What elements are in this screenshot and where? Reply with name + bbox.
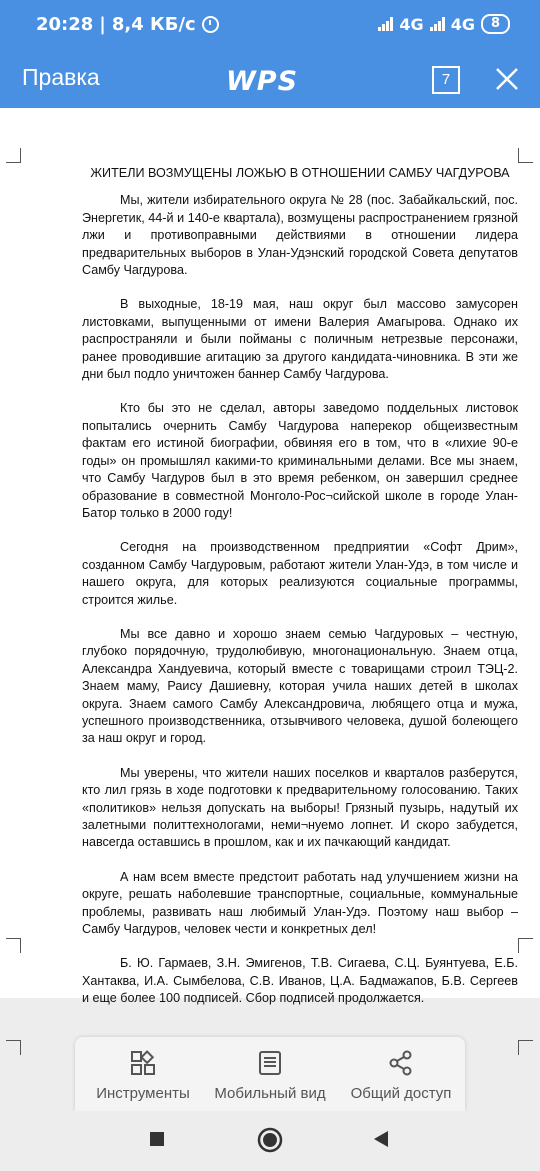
signal-icon — [378, 17, 393, 31]
paragraph: Мы все давно и хорошо знаем семью Чагдуровых – честную, глубоко порядочную, трудолюбивую, многонациональную. Знаем отца, Александра Хандуевича, который вместе с товарищами строил ТЭЦ-2. Знаем маму, Раису Дашиевну, которая учила наших детей в школах округа. Знаем самого Самбу Александровича, любящего отца и мужа, успешного производственника, отзывчивого человека, душой болеющего за наш округ и город. — [82, 626, 518, 746]
share-label: Общий доступ — [350, 1085, 452, 1102]
paragraph: Мы уверены, что жители наших поселков и кварталов разберутся, кто лил грязь в ходе подготовки к предварительному голосованию. Таких «политиков» нельзя допускать на выборы! Грязный пузырь, надутый их залетными политтехнологами, неми¬нуемо лопнет. И скоро забудется, навсегда оставшись в прошлом, как и их пачкающий кандидат. — [82, 765, 518, 850]
app-bar — [0, 52, 540, 108]
page-corner-mark — [518, 938, 533, 953]
status-divider: | — [99, 14, 106, 35]
document-title: ЖИТЕЛИ ВОЗМУЩЕНЫ ЛОЖЬЮ В ОТНОШЕНИИ САМБУ ЧАГДУРОВА — [90, 166, 510, 180]
tools-button[interactable] — [93, 1049, 193, 1102]
network-type-1: 4G — [399, 14, 424, 34]
page-corner-mark — [6, 148, 21, 163]
page-count-button[interactable]: 7 — [432, 66, 460, 94]
page-corner-mark — [6, 938, 21, 953]
battery-icon — [481, 14, 510, 34]
home-icon[interactable] — [257, 1127, 283, 1153]
mobile-view-icon — [256, 1049, 284, 1077]
page-corner-mark — [6, 1040, 21, 1055]
tools-icon — [129, 1049, 157, 1077]
status-bar — [0, 0, 540, 52]
paragraph: А нам всем вместе предстоит работать над улучшением жизни на округе, решать наболевшие транспортные, социальные, коммунальные проблемы, развивать наш любимый Улан-Удэ. Поэтому наш выбор – Самбу Чагдуров, человек чести и конкретных дел! — [82, 869, 518, 937]
mobile-view-label: Мобильный вид — [214, 1085, 326, 1102]
paragraph: Мы, жители избирательного округа № 28 (пос. Забайкальский, пос. Энергетик, 44-й и 140-е квартала), возмущены распространением грязной лжи и противоправными действиями в отношении лидера предварительных выборов в Улан-Удэнский городской Совета депутатов Самбу Чагдурова. — [82, 193, 518, 278]
edit-button[interactable]: Правка — [22, 64, 100, 90]
status-speed: 8,4 КБ/с — [111, 14, 196, 35]
recent-apps-icon[interactable] — [149, 1131, 165, 1147]
mobile-view-button[interactable] — [211, 1049, 329, 1102]
status-right — [378, 14, 510, 34]
share-button[interactable] — [347, 1049, 455, 1102]
status-time: 20:28 — [36, 14, 94, 35]
page-corner-mark — [518, 1040, 533, 1055]
network-type-2: 4G — [450, 14, 475, 34]
tools-label: Инструменты — [96, 1085, 190, 1102]
navigation-bar — [0, 1111, 540, 1171]
document-page[interactable] — [0, 108, 540, 1006]
battery-level: 8 — [490, 16, 500, 31]
status-left — [36, 14, 219, 35]
document-content — [82, 165, 518, 1025]
back-icon[interactable] — [372, 1130, 390, 1148]
wps-logo: WPS — [226, 66, 299, 97]
alarm-icon — [202, 16, 219, 33]
paragraph: Б. Ю. Гармаев, З.Н. Эмигенов, Т.В. Сигаева, С.Ц. Буянтуева, Е.Б. Хантаква, И.А. Сымбелова, С.В. Иванов, Ц.А. Бадмажапов, Б.В. Сергеев и еще более 100 подписей. Сбор подписей продолжается. — [82, 956, 518, 1006]
bottom-toolbar — [75, 1037, 465, 1111]
signal-icon-2 — [430, 17, 445, 31]
page-corner-mark — [518, 148, 533, 163]
paragraph: Кто бы это не сделал, авторы заведомо поддельных листовок попытались очернить Самбу Чагдурова наперекор общеизвестным фактам его истиной биографии, обвиняя его в том, что в «лихие 90-е годы» он промышлял какими-то криминальными делами. Все мы знаем, что Самбу Чагдуров был в это время ребенком, он завершил среднее образование в совместной Монголо-Рос¬сийской школе в городе Улан-Батор только в 2000 году! — [82, 401, 518, 520]
paragraph: В выходные, 18-19 мая, наш округ был массово замусорен листовками, выпущенными от имени Валерия Амагырова. Однако их распространяли и были пойманы с поличным нетрезвые персонажи, ранее проводившие агитацию за другого кандидата-чиновника. В эти же дни был подло уничтожен баннер Самбу Чагдурова. — [82, 297, 518, 382]
share-icon — [387, 1049, 415, 1077]
paragraph: Сегодня на производственном предприятии «Софт Дрим», созданном Самбу Чагдуровым, работают жители Улан-Удэ, в том числе и нашего округа, для которых реализуются социальные программы, строится жилье. — [82, 540, 518, 607]
close-icon[interactable] — [494, 66, 520, 92]
